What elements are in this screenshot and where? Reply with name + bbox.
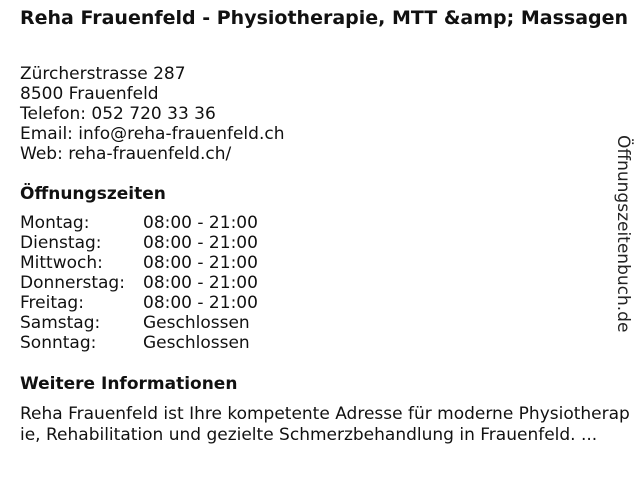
business-title: Reha Frauenfeld - Physiotherapie, MTT &amp; Massagen — [20, 7, 629, 29]
opening-hours-heading: Öffnungszeiten — [20, 184, 166, 204]
email-address[interactable]: Email: info@reha-frauenfeld.ch — [20, 124, 285, 144]
hours-row-thursday — [20, 273, 258, 293]
business-description: Reha Frauenfeld ist Ihre kompetente Adresse für moderne Physiotherapie, Rehabilitation und gezielte Schmerzbehandlung in Frauenfeld. ... — [20, 404, 630, 445]
hours-time: 08:00 - 21:00 — [143, 233, 258, 253]
city-address: 8500 Frauenfeld — [20, 84, 159, 104]
hours-time: Geschlossen — [143, 333, 250, 353]
hours-row-sunday — [20, 333, 258, 353]
opening-hours-table — [20, 213, 258, 353]
hours-row-friday — [20, 293, 258, 313]
hours-day: Mittwoch: — [20, 253, 103, 273]
hours-time: 08:00 - 21:00 — [143, 293, 258, 313]
hours-day: Freitag: — [20, 293, 84, 313]
hours-time: 08:00 - 21:00 — [143, 273, 258, 293]
hours-row-monday — [20, 213, 258, 233]
hours-row-tuesday — [20, 233, 258, 253]
hours-day: Montag: — [20, 213, 90, 233]
hours-day: Donnerstag: — [20, 273, 125, 293]
hours-row-saturday — [20, 313, 258, 333]
hours-day: Dienstag: — [20, 233, 102, 253]
hours-time: 08:00 - 21:00 — [143, 213, 258, 233]
phone-number[interactable]: Telefon: 052 720 33 36 — [20, 104, 216, 124]
watermark-text: Öffnungszeitenbuch.de — [613, 135, 633, 333]
hours-row-wednesday — [20, 253, 258, 273]
website-link[interactable]: Web: reha-frauenfeld.ch/ — [20, 144, 232, 164]
street-address: Zürcherstrasse 287 — [20, 64, 186, 84]
contact-block — [20, 64, 284, 164]
more-info-heading: Weitere Informationen — [20, 374, 238, 394]
hours-time: Geschlossen — [143, 313, 250, 333]
hours-time: 08:00 - 21:00 — [143, 253, 258, 273]
hours-day: Sonntag: — [20, 333, 97, 353]
hours-day: Samstag: — [20, 313, 101, 333]
